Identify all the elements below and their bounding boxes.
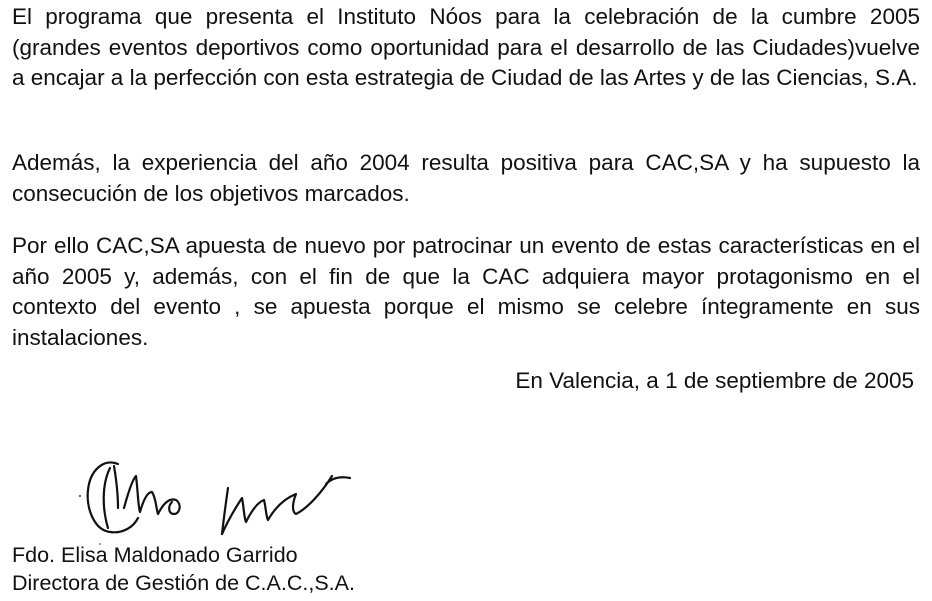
handwritten-signature: [60, 448, 380, 548]
paragraph-patrocinio: Por ello CAC,SA apuesta de nuevo por patrocinar un evento de estas características en el año 2005 y, además, con el fin de que la CAC adquiera mayor protagonismo en el contexto del evento , se apuesta porque el mismo se celebre íntegramente en sus instalaciones.: [12, 233, 920, 350]
paragraph-experiencia: Además, la experiencia del año 2004 resulta positiva para CAC,SA y ha supuesto la consecución de los objetivos marcados.: [12, 150, 920, 206]
paragraph-programa: El programa que presenta el Instituto Nóos para la celebración de la cumbre 2005 (grandes eventos deportivos como oportunidad para el desarrollo de las Ciudades)vuelve a encajar a la perfección con esta estrategia de Ciudad de las Artes y de las Ciencias, S.A.: [12, 4, 920, 90]
signatory-name: Fdo. Elisa Maldonado Garrido: [12, 543, 298, 567]
signatory-position: Directora de Gestión de C.A.C.,S.A.: [12, 571, 355, 595]
place-date-line: En Valencia, a 1 de septiembre de 2005: [515, 368, 914, 393]
